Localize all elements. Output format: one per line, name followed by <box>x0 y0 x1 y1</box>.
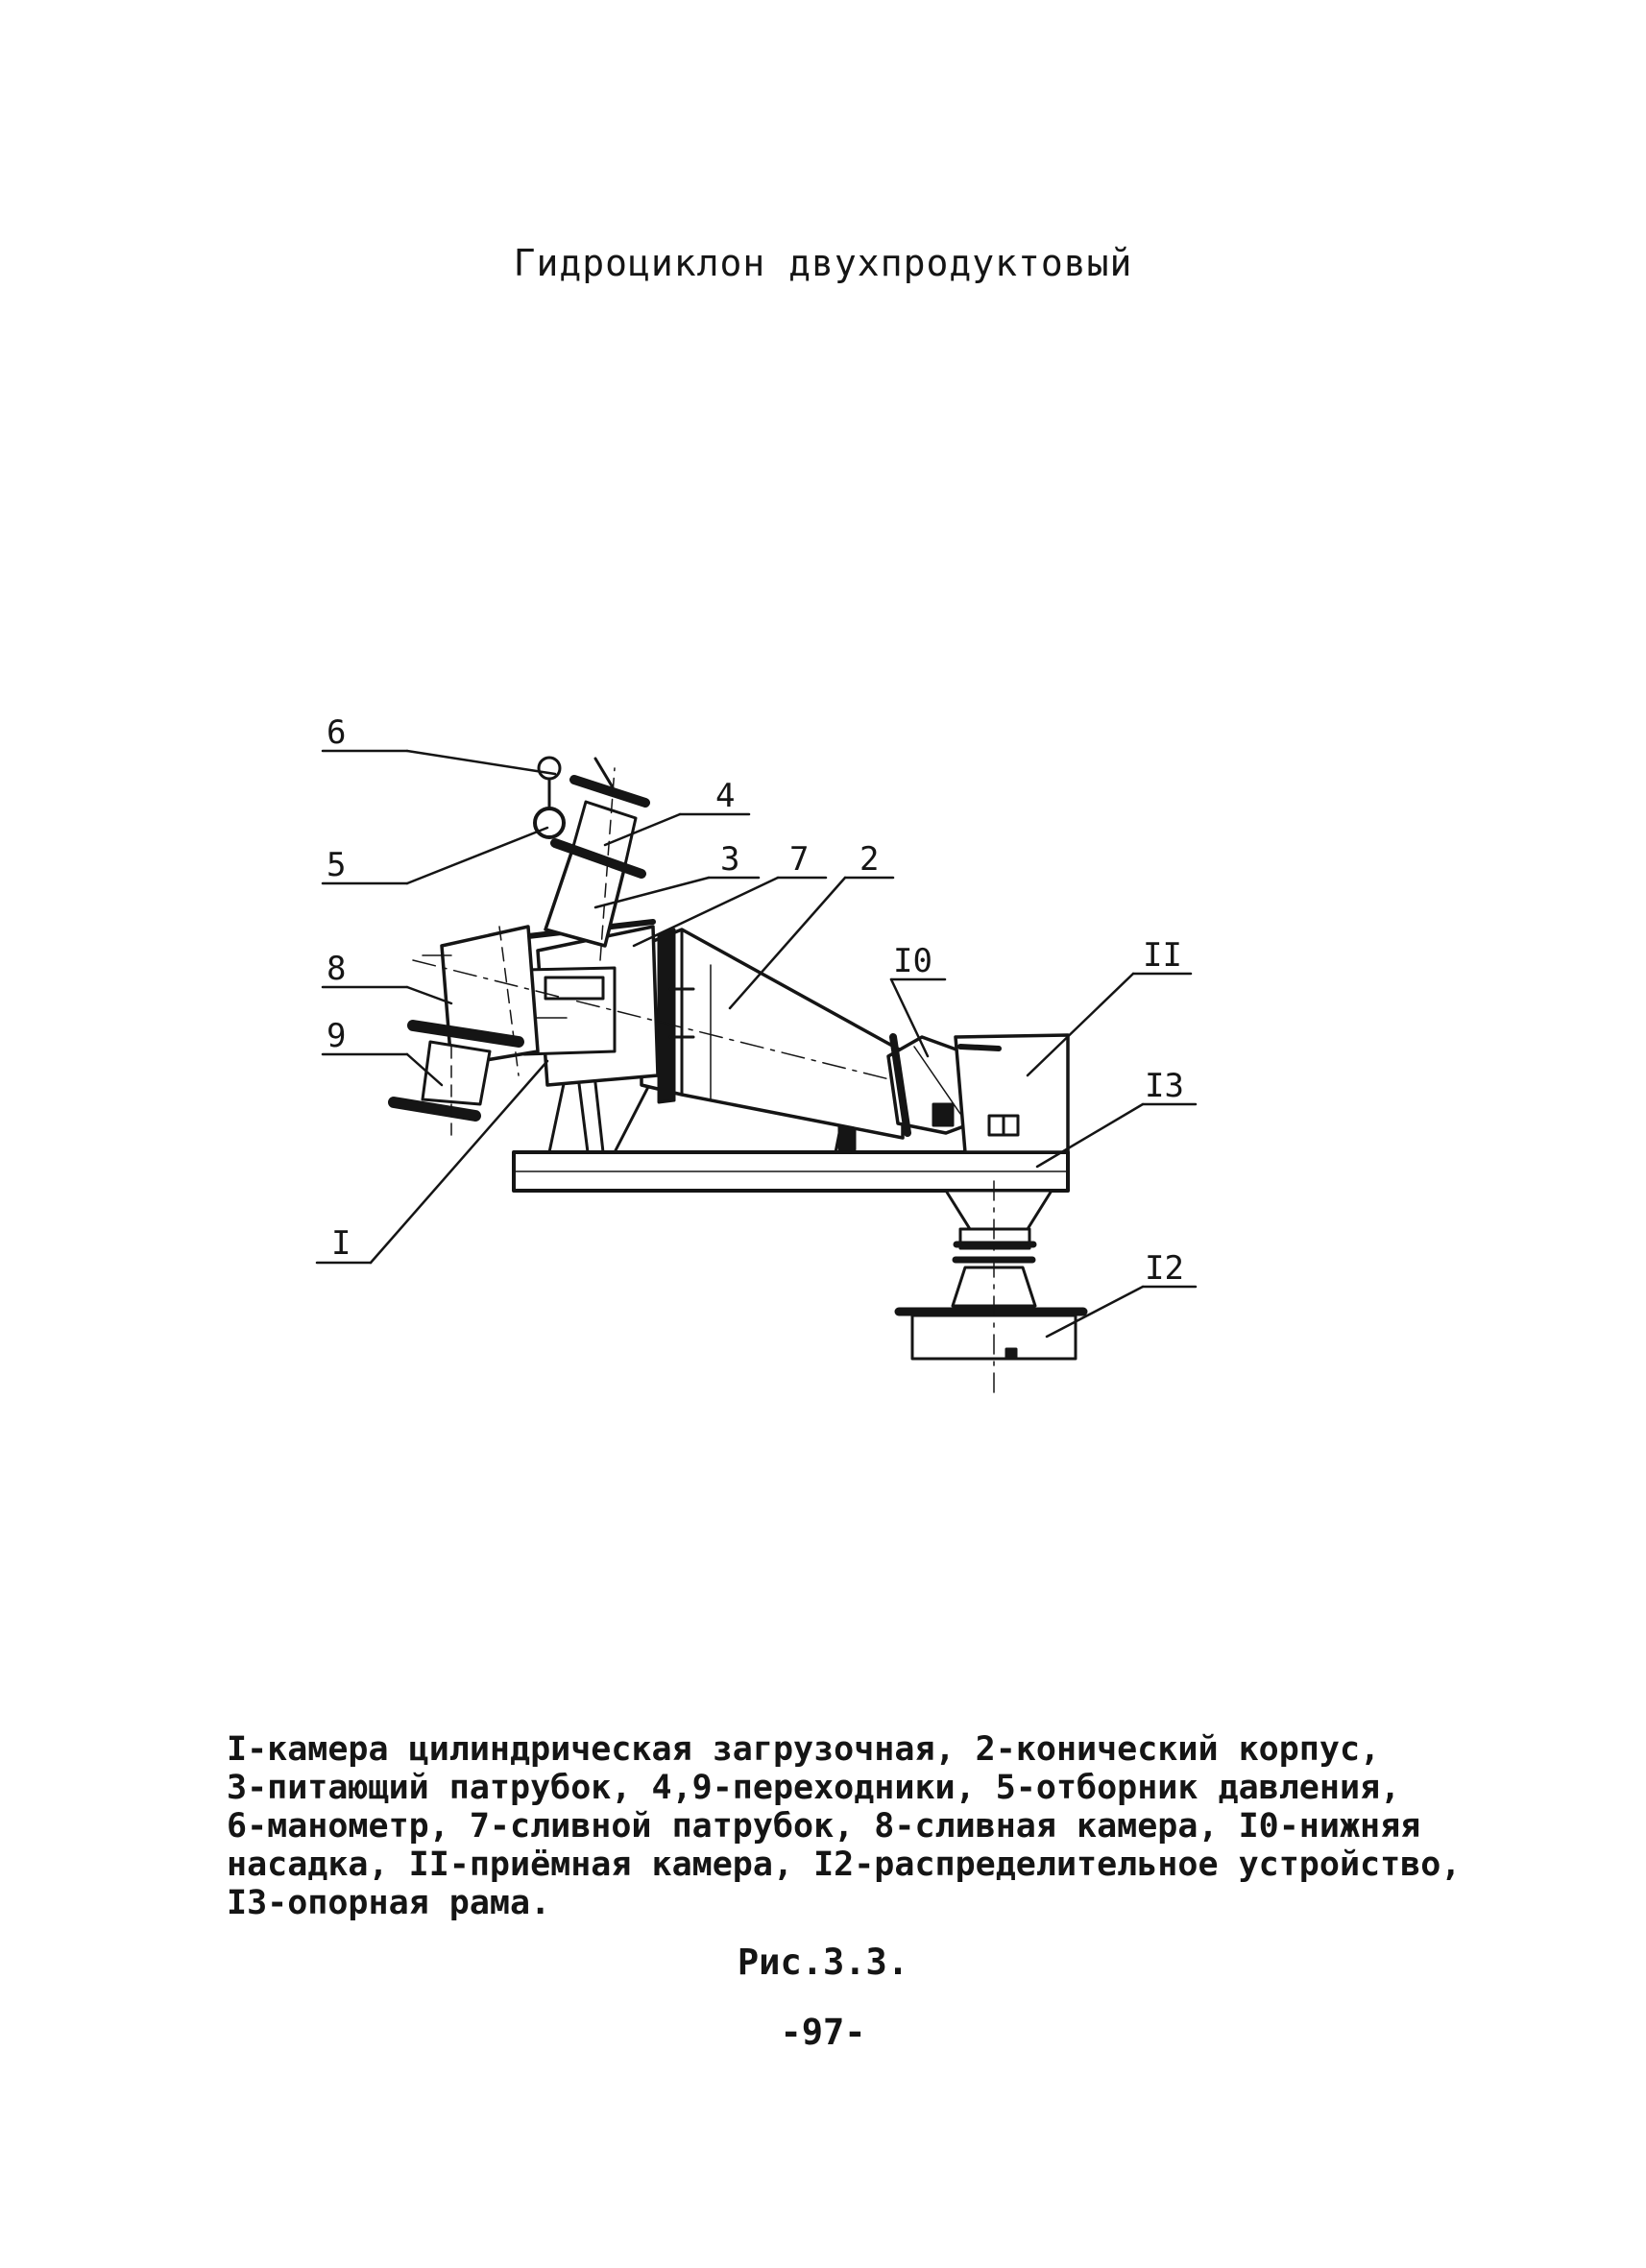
figure-legend: I-камера цилиндрическая загрузочная, 2-конический корпус, 3-питающий патрубок, 4,9-переходники, 5-отборник давления, 6-манометр, 7-сливной патрубок, 8-сливная камера, I0-нижняя насадка, II-приёмная камера, I2-распределительное устройство, I3-опорная рама. <box>227 1730 1462 1922</box>
callout-4: 4 <box>715 777 736 815</box>
figure-caption: Рис.3.3. <box>737 1942 909 1983</box>
callout-7: 7 <box>789 840 810 879</box>
callout-8: 8 <box>327 950 347 988</box>
distribution-device <box>899 1181 1083 1392</box>
callout-1: I <box>331 1224 351 1263</box>
callout-11: II <box>1143 936 1182 975</box>
pressure-tap-and-manometer <box>535 758 564 837</box>
callout-13: I3 <box>1145 1067 1184 1105</box>
callout-10: I0 <box>893 942 932 980</box>
callout-12: I2 <box>1145 1249 1184 1288</box>
page-number: -97- <box>780 2012 866 2053</box>
callout-3: 3 <box>720 840 740 879</box>
callout-5: 5 <box>327 846 347 884</box>
callout-6: 6 <box>327 713 347 752</box>
loading-chamber <box>524 922 658 1085</box>
callout-9: 9 <box>327 1017 347 1055</box>
page-title: Гидроциклон двухпродуктовый <box>513 242 1133 284</box>
callout-2: 2 <box>859 840 880 879</box>
